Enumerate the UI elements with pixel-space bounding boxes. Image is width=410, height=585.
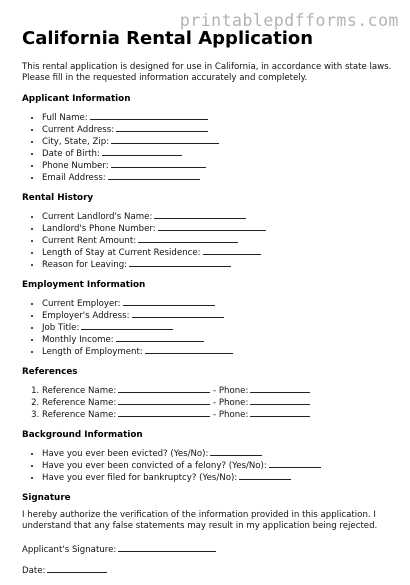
length-of-stay-field[interactable]: • Length of Stay at Current Residence: — [42, 246, 394, 258]
current-employer-field[interactable]: • Current Employer: — [42, 297, 394, 309]
page-title: California Rental Application — [22, 28, 314, 49]
date-field[interactable]: Date: — [22, 564, 394, 577]
rent-amount-field[interactable]: • Current Rent Amount: — [42, 234, 394, 246]
monthly-income-field[interactable]: • Monthly Income: — [42, 333, 394, 345]
employer-address-field[interactable]: • Employer's Address: — [42, 309, 394, 321]
landlord-phone-field[interactable]: • Landlord's Phone Number: — [42, 222, 394, 234]
evicted-question-field[interactable]: • Have you ever been evicted? (Yes/No): — [42, 447, 394, 459]
rental-history-fields — [22, 210, 394, 270]
applicant-signature-field[interactable]: Applicant's Signature: — [22, 543, 394, 556]
reason-for-leaving-field[interactable]: • Reason for Leaving: — [42, 258, 394, 270]
email-address-field[interactable]: • Email Address: — [42, 171, 394, 183]
length-of-employment-field[interactable]: • Length of Employment: — [42, 345, 394, 357]
full-name-field[interactable]: • Full Name: — [42, 111, 394, 123]
references-list — [22, 384, 394, 420]
signature-heading: Signature — [22, 493, 71, 503]
city-state-zip-field[interactable]: • City, State, Zip: — [42, 135, 394, 147]
phone-number-field[interactable]: • Phone Number: — [42, 159, 394, 171]
rental-application-form — [22, 28, 394, 585]
signature-statement: I hereby authorize the verification of the information provided in this application. I understand that any false statements may result in my application being rejected. — [22, 510, 378, 531]
employment-fields — [22, 297, 394, 357]
references-heading: References — [22, 367, 78, 377]
reference-row[interactable]: 3. Reference Name: - Phone: — [42, 408, 394, 420]
landlord-name-field[interactable]: • Current Landlord's Name: — [42, 210, 394, 222]
job-title-field[interactable]: • Job Title: — [42, 321, 394, 333]
reference-row[interactable]: 2. Reference Name: - Phone: — [42, 396, 394, 408]
background-heading: Background Information — [22, 430, 143, 440]
intro-text: This rental application is designed for use in California, in accordance with state laws. Please fill in the requested information accurately and completely. — [22, 62, 392, 83]
current-address-field[interactable]: • Current Address: — [42, 123, 394, 135]
applicant-heading: Applicant Information — [22, 94, 131, 104]
watermark: printablepdfforms.com — [179, 11, 399, 30]
bankruptcy-question-field[interactable]: • Have you ever filed for bankruptcy? (Yes/No): — [42, 471, 394, 483]
background-fields — [22, 447, 394, 483]
employment-heading: Employment Information — [22, 280, 146, 290]
felony-question-field[interactable]: • Have you ever been convicted of a felony? (Yes/No): — [42, 459, 394, 471]
date-of-birth-field[interactable]: • Date of Birth: — [42, 147, 394, 159]
applicant-fields — [22, 111, 394, 183]
reference-row[interactable]: 1. Reference Name: - Phone: — [42, 384, 394, 396]
rental-history-heading: Rental History — [22, 193, 94, 203]
